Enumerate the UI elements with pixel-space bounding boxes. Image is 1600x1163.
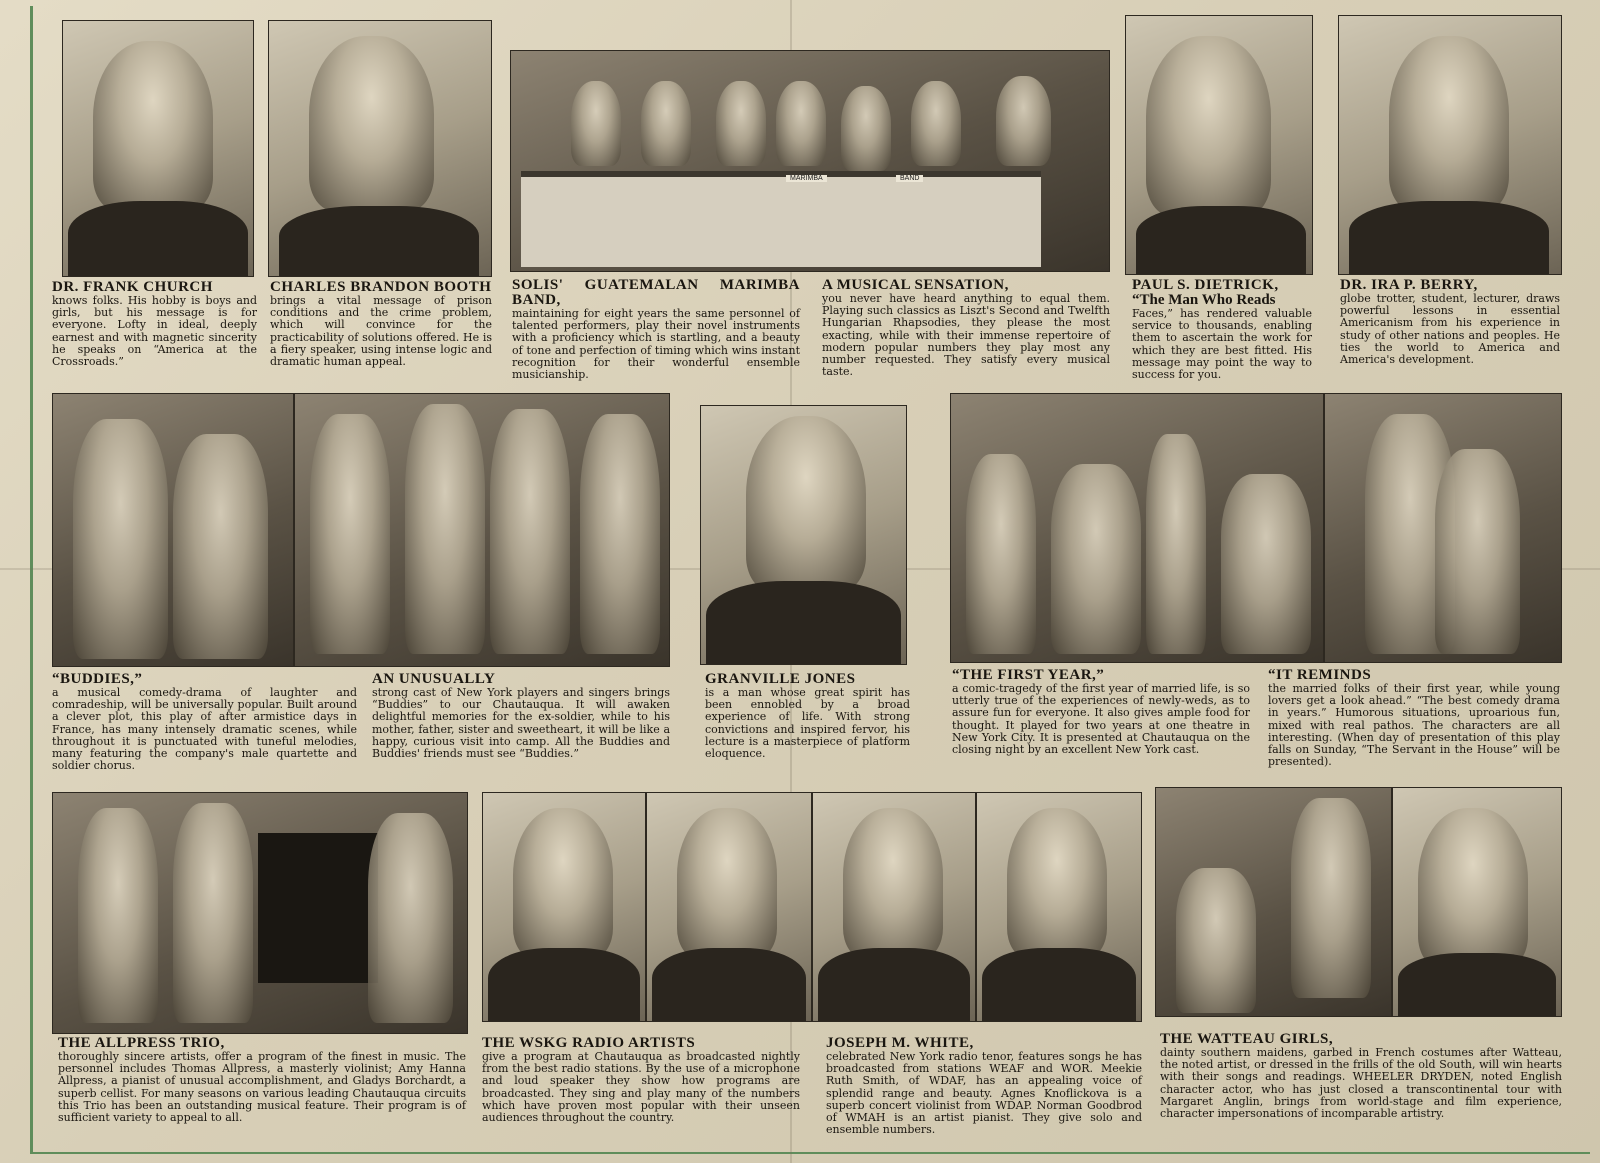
caption-ira-berry <box>1340 278 1560 366</box>
caption-dietrick-body: Faces,” has rendered valuable service to thousands, enabling them to ascertain the work for which they are best fitted. His message may point the way to success for you. <box>1132 307 1312 382</box>
caption-first-year <box>952 668 1250 756</box>
caption-buddies <box>52 672 357 772</box>
caption-first-year-body: a comic-tragedy of the first year of married life, is so utterly true of the experiences of newly-weds, as to assure fun for everyone. It also gives ample food for thought. It played for two years at one theatre in New York City. It is presented at Chautauqua on the closing night by an excellent New York cast. <box>952 682 1250 757</box>
caption-buddies-body: a musical comedy-drama of laughter and comradeship, will be universally popular. Built around a clever plot, this play of after armistice days in France, has many intensely dramatic scenes, while throughout it is punctuated with tuneful melodies, many featuring the company's male quartette and soldier chorus. <box>52 686 357 773</box>
caption-frank-church-head: DR. FRANK CHURCH <box>52 279 213 295</box>
caption-charles-booth-body: brings a vital message of prison conditions and the crime problem, which will convince for the practicability of solutions offered. He is a fiery speaker, using intense logic and dramatic human appeal. <box>270 294 492 369</box>
caption-watteau-head: THE WATTEAU GIRLS, <box>1160 1031 1334 1047</box>
band-label-marimba: MARIMBA <box>786 175 827 182</box>
caption-berry-head: DR. IRA P. BERRY, <box>1340 277 1478 293</box>
caption-dietrick-sub: “The Man Who Reads <box>1132 292 1276 308</box>
photo-charles-booth <box>268 20 492 277</box>
caption-charles-booth <box>270 280 492 368</box>
bottom-border-rule <box>30 1152 1590 1154</box>
caption-allpress-body: thoroughly sincere artists, offer a program of the finest in music. The personnel includes Thomas Allpress, a masterly violinist; Amy Hanna Allpress, a pianist of unusual accomplishment, and Gladys Borchardt, a superb cellist. For many seasons on various leading Chautauqua circuits this Trio has been an outstanding musical feature. Their program is of sufficient variety to appeal to all. <box>58 1050 466 1125</box>
caption-wheeler-dryden-body: WHEELER DRYDEN, noted English character actor, who has just closed a transcontinental tour with Margaret Anglin, brings from world-stage and film experience, character impersonations of incomparable artistry. <box>1160 1070 1562 1121</box>
caption-charles-booth-head: CHARLES BRANDON BOOTH <box>270 279 492 295</box>
photo-wskg-artist-2 <box>646 792 812 1022</box>
photo-granville-jones <box>700 405 907 665</box>
caption-reminds-head: “IT REMINDS <box>1268 667 1372 683</box>
caption-allpress-trio <box>58 1036 466 1124</box>
photo-buddies-cast <box>294 393 670 667</box>
caption-frank-church <box>52 280 257 368</box>
caption-dietrick-head: PAUL S. DIETRICK, <box>1132 277 1279 293</box>
caption-white-head: JOSEPH M. WHITE, <box>826 1035 974 1051</box>
caption-jones-body: is a man whose great spirit has been ennobled by a broad experience of life. With strong convictions and inspired fervor, his lecture is a masterpiece of platform eloquence. <box>705 686 910 761</box>
photo-buddies-soldiers <box>52 393 294 667</box>
photo-allpress-trio <box>52 792 468 1034</box>
photo-wskg-artist-3 <box>812 792 976 1022</box>
photo-wheeler-dryden <box>1392 787 1562 1017</box>
caption-white-body: celebrated New York radio tenor, features songs he has broadcasted from stations WEAF and WOR. Meekie Ruth Smith, of WDAF, has an appealing voice of splendid range and beauty. Agnes Knoflickova is a superb concert violinist from WDAP. Norman Goodbrod of WMAH is an artist pianist. They give solo and ensemble numbers. <box>826 1050 1142 1137</box>
photo-frank-church <box>62 20 254 277</box>
left-border-rule <box>30 6 33 1154</box>
photo-watteau-girls <box>1155 787 1392 1017</box>
caption-allpress-head: THE ALLPRESS TRIO, <box>58 1035 225 1051</box>
caption-cast-head: AN UNUSUALLY <box>372 671 496 687</box>
caption-it-reminds <box>1268 668 1560 768</box>
photo-first-year-scene <box>950 393 1324 663</box>
caption-wskg-body: give a program at Chautauqua as broadcasted nightly from the best radio stations. By the use of a microphone and loud speaker they show how programs are broadcasted. They sing and play many of the numbers which have proven most popular with their unseen audiences throughout the country. <box>482 1050 800 1125</box>
caption-marimba-band <box>512 278 800 381</box>
caption-marimba-head: SOLIS' GUATEMALAN MARIMBA BAND, <box>512 277 800 308</box>
caption-jones-head: GRANVILLE JONES <box>705 671 856 687</box>
caption-wskg-artists <box>482 1036 800 1124</box>
caption-sensation-body: you never have heard anything to equal them. Playing such classics as Liszt's Second and Twelfth Hungarian Rhapsodies, they please the most exacting, while with their immense repertoire of modern popular numbers they play most any number requested. They satisfy every musical taste. <box>822 292 1110 379</box>
caption-frank-church-body: knows folks. His hobby is boys and girls, but his message is for everyone. Lofty in ideal, deeply earnest and with magnetic sincerity he speaks on “America at the Crossroads.” <box>52 294 257 369</box>
photo-marimba-band <box>510 50 1110 272</box>
caption-first-year-head: “THE FIRST YEAR,” <box>952 667 1105 683</box>
caption-paul-dietrick <box>1132 278 1312 381</box>
caption-reminds-body: the married folks of their first year, while young lovers get a look ahead.” “The best comedy drama in years.” Humorous situations, uproarious fun, mixed with real pathos. The characters are all interesting. (When day of presentation of this play falls on Sunday, “The Servant in the House” will be presented). <box>1268 682 1560 769</box>
photo-wskg-artist-4 <box>976 792 1142 1022</box>
caption-granville-jones <box>705 672 910 760</box>
caption-buddies-head: “BUDDIES,” <box>52 671 143 687</box>
photo-young-lovers <box>1324 393 1562 663</box>
caption-joseph-white <box>826 1036 1142 1136</box>
photo-paul-dietrick <box>1125 15 1313 275</box>
photo-ira-berry <box>1338 15 1562 275</box>
photo-wskg-artist-1 <box>482 792 646 1022</box>
caption-unusual-cast <box>372 672 670 760</box>
caption-musical-sensation <box>822 278 1110 378</box>
caption-wskg-head: THE WSKG RADIO ARTISTS <box>482 1035 696 1051</box>
caption-marimba-body: maintaining for eight years the same personnel of talented performers, play their novel instruments with a proficiency which is startling, and a beauty of tone and perfection of timing which wins instant recognition for their wonderful ensemble musicianship. <box>512 307 800 382</box>
caption-cast-body: strong cast of New York players and singers brings “Buddies” to our Chautauqua. It will awaken delightful memories for the ex-soldier, while to his mother, father, sister and sweetheart, it will be like a happy, curious visit into camp. All the Buddies and Buddies' friends must see “Buddies.” <box>372 686 670 761</box>
caption-berry-body: globe trotter, student, lecturer, draws powerful lessons in essential Americanism from his experience in study of other nations and peoples. He ties the world to America and America's development. <box>1340 292 1560 367</box>
caption-watteau-girls <box>1160 1032 1562 1120</box>
caption-watteau-body: dainty southern maidens, garbed in French costumes after Watteau, the noted artist, or dressed in the frills of the old South, will win hearts with their songs and readings. <box>1160 1046 1562 1084</box>
band-label-band: BAND <box>896 175 923 182</box>
caption-sensation-head: A MUSICAL SENSATION, <box>822 277 1009 293</box>
